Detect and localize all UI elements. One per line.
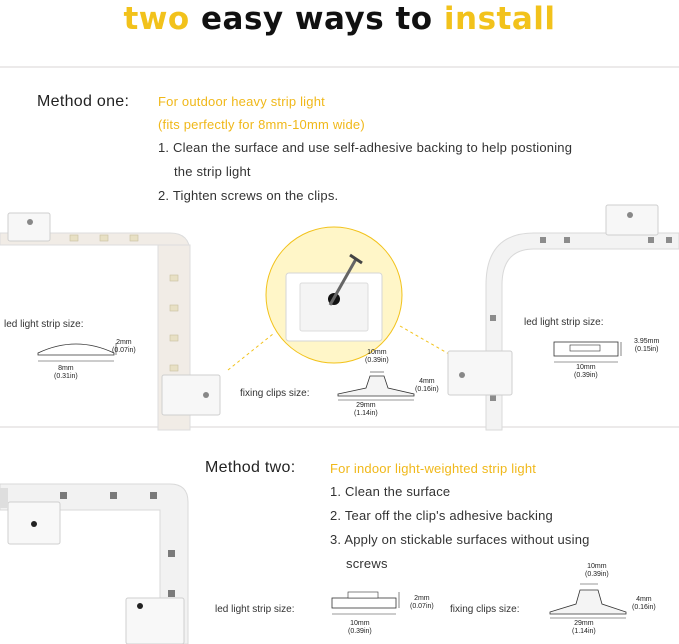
top-divider xyxy=(0,66,679,68)
m1-left-strip-width-in: (0.31in) xyxy=(54,373,78,380)
indoor-strip-illustration xyxy=(0,480,200,644)
m2-strip-height-mm: 2mm xyxy=(414,595,430,602)
method-two-step1: 1. Clean the surface xyxy=(330,484,451,499)
method-one-step2: 2. Tighten screws on the clips. xyxy=(158,188,339,203)
m1-right-strip-height-mm: 3.95mm xyxy=(634,338,660,345)
method-two-step2: 2. Tear off the clip's adhesive backing xyxy=(330,508,553,523)
m2-strip-width-mm: 10mm xyxy=(350,620,370,627)
method-two-subtitle: For indoor light-weighted strip light xyxy=(330,461,537,476)
method-two-heading: Method two: xyxy=(205,459,296,476)
outdoor-strip-left-illustration xyxy=(0,205,210,430)
method-one-step1-line2: the strip light xyxy=(174,164,251,179)
m1-fixing-clip-profile xyxy=(336,370,416,402)
page-title xyxy=(0,0,679,38)
m1-clip-top xyxy=(365,349,389,365)
method-one-step1-line1: 1. Clean the surface and use self-adhesive backing to help postioning xyxy=(158,140,573,155)
m2-fixing-clip-profile xyxy=(548,580,628,620)
m1-left-strip-height-mm: 2mm xyxy=(116,339,132,346)
method-one-subtitle-line1: For outdoor heavy strip light xyxy=(158,94,325,109)
m2-clip-width-mm: 29mm xyxy=(574,620,594,627)
title-part-3: install xyxy=(443,1,556,37)
m1-clip-height-in: (0.16in) xyxy=(415,386,439,393)
m2-strip-height xyxy=(410,595,434,611)
method-one-heading: Method one: xyxy=(37,93,130,110)
m2-clip-top xyxy=(585,563,609,579)
m1-right-strip-width-mm: 10mm xyxy=(576,364,596,371)
method-two-step3-line2: screws xyxy=(346,556,388,571)
m1-left-strip-height-in: (0.07in) xyxy=(112,347,136,354)
m1-left-strip-size-label: led light strip size: xyxy=(4,319,84,330)
title-part-1: two xyxy=(123,1,190,37)
title-part-2: easy ways to xyxy=(201,1,433,37)
m2-clip-height xyxy=(632,596,656,612)
m1-left-strip-height xyxy=(112,339,136,355)
m2-clip-width xyxy=(572,620,596,636)
m1-right-strip-width-in: (0.39in) xyxy=(574,372,598,379)
zoom-dashed-lines xyxy=(228,316,458,372)
m1-right-strip-height-in: (0.15in) xyxy=(634,346,659,353)
m1-clip-top-mm: 10mm xyxy=(367,349,387,356)
m2-clip-height-mm: 4mm xyxy=(636,596,652,603)
m2-clip-top-in: (0.39in) xyxy=(585,571,609,578)
m1-right-strip-width xyxy=(574,364,598,380)
m1-fixing-clips-size-label: fixing clips size: xyxy=(240,388,310,399)
m2-clip-width-in: (1.14in) xyxy=(572,628,596,635)
m1-clip-width xyxy=(354,402,378,418)
m2-fixing-clips-size-label: fixing clips size: xyxy=(450,604,520,615)
m1-right-strip-size-label: led light strip size: xyxy=(524,317,604,328)
m1-left-strip-profile xyxy=(36,335,116,367)
m1-left-strip-width-mm: 8mm xyxy=(58,365,74,372)
m1-clip-top-in: (0.39in) xyxy=(365,357,389,364)
m2-strip-size-label: led light strip size: xyxy=(215,604,295,615)
m1-clip-width-mm: 29mm xyxy=(356,402,376,409)
m2-clip-height-in: (0.16in) xyxy=(632,604,656,611)
m1-right-strip-height xyxy=(634,338,659,354)
m2-clip-top-mm: 10mm xyxy=(587,563,607,570)
method-one-subtitle-line2: (fits perfectly for 8mm-10mm wide) xyxy=(158,117,365,132)
m1-left-strip-width xyxy=(54,365,78,381)
m2-strip-height-in: (0.07in) xyxy=(410,603,434,610)
m1-clip-height-mm: 4mm xyxy=(419,378,435,385)
m1-clip-width-in: (1.14in) xyxy=(354,410,378,417)
m2-strip-width xyxy=(348,620,372,636)
m1-clip-height xyxy=(415,378,439,394)
m2-strip-profile xyxy=(330,588,400,618)
m2-strip-width-in: (0.39in) xyxy=(348,628,372,635)
method-two-step3-line1: 3. Apply on stickable surfaces without using xyxy=(330,532,590,547)
